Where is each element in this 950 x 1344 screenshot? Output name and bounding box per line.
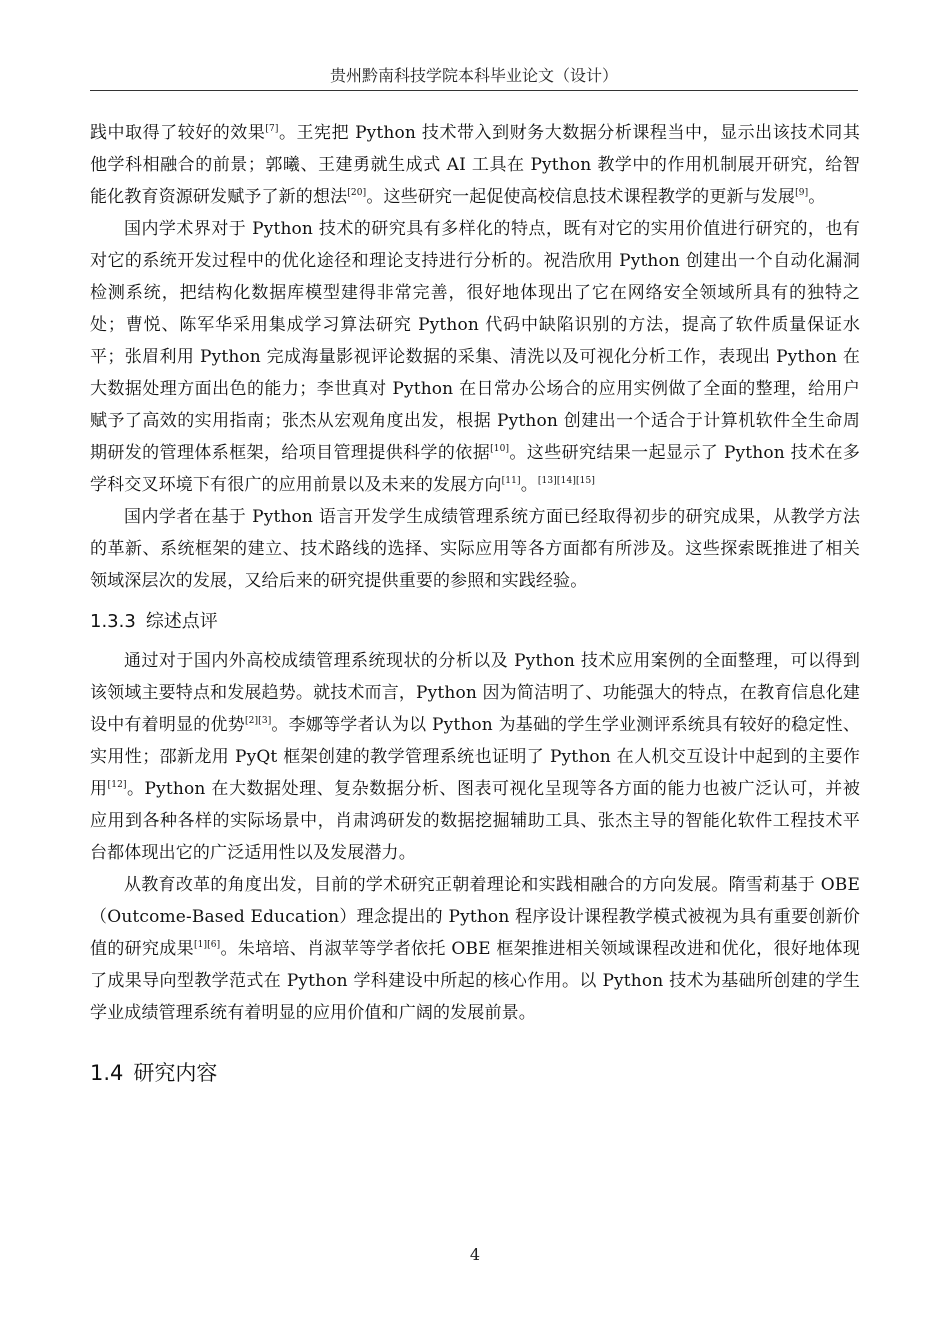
citation-ref: [1][6] <box>193 940 221 950</box>
page-number: 4 <box>469 1245 481 1264</box>
citation-ref: [11] <box>501 476 521 486</box>
section-heading-1-4 <box>90 1055 860 1091</box>
paragraph: 国内学者在基于 Python 语言开发学生成绩管理系统方面已经取得初步的研究成果，从教学方法的革新、系统框架的建立、技术路线的选择、实际应用等各方面都有所涉及。这些探索既推进了相关领域深层次的发展，又给后来的研究提供重要的参照和实践经验。 <box>90 507 860 591</box>
header-rule <box>90 90 858 91</box>
section-title: 综述点评 <box>145 611 218 632</box>
citation-ref: [10] <box>490 444 510 454</box>
paragraph: 践中取得了较好的效果[7]。王宪把 Python 技术带入到财务大数据分析课程当中，显示出该技术同其他学科相融合的前景；郭曦、王建勇就生成式 AI 工具在 Python 教学中的作用机制展开研究，给智能化教育资源研发赋予了新的想法[20]。这些研究一起促使高校信息技术课程教学的更新与发展[9]。 <box>90 123 860 207</box>
citation-ref: [20] <box>347 188 367 198</box>
citation-ref: [9] <box>795 188 809 198</box>
document-body <box>90 117 860 1091</box>
section-number: 1.3.3 <box>90 611 136 632</box>
paragraph: 国内学术界对于 Python 技术的研究具有多样化的特点，既有对它的实用价值进行研究的，也有对它的系统开发过程中的优化途径和理论支持进行分析的。祝浩欣用 Python 创建出一个自动化漏洞检测系统，把结构化数据库模型建得非常完善，很好地体现出了它在网络安全领域所具有的独特之处；曹悦、陈军华采用集成学习算法研究 Python 代码中缺陷识别的方法，提高了软件质量保证水平；张眉利用 Python 完成海量影视评论数据的采集、清洗以及可视化分析工作，表现出 Python 在大数据处理方面出色的能力；李世真对 Python 在日常办公场合的应用实例做了全面的整理，给用户赋予了高效的实用指南；张杰从宏观角度出发，根据 Python 创建出一个适合于计算机软件全生命周期研发的管理体系框架，给项目管理提供科学的依据[10]。这些研究结果一起显示了 Python 技术在多学科交叉环境下有很广的应用前景以及未来的发展方向[11]。[13][14][15] <box>90 219 860 495</box>
citation-ref: [12] <box>107 780 127 790</box>
section-heading-1-3-3 <box>90 605 860 639</box>
section-title: 研究内容 <box>133 1061 218 1085</box>
section-number: 1.4 <box>90 1061 124 1085</box>
citation-ref: [13][14][15] <box>537 476 596 486</box>
citation-ref: [7] <box>265 124 279 134</box>
running-header: 贵州黔南科技学院本科毕业论文（设计） <box>329 66 618 85</box>
paragraph: 从教育改革的角度出发，目前的学术研究正朝着理论和实践相融合的方向发展。隋雪莉基于 OBE（Outcome-Based Education）理念提出的 Python 程序设计课程教学模式被视为具有重要创新价值的研究成果[1][6]。朱培培、肖淑苹等学者依托 OBE 框架推进相关领域课程改进和优化，很好地体现了成果导向型教学范式在 Python 学科建设中所起的核心作用。以 Python 技术为基础所创建的学生学业成绩管理系统有着明显的应用价值和广阔的发展前景。 <box>90 875 860 1023</box>
citation-ref: [2][3] <box>244 716 272 726</box>
paragraph: 通过对于国内外高校成绩管理系统现状的分析以及 Python 技术应用案例的全面整理，可以得到该领域主要特点和发展趋势。就技术而言，Python 因为简洁明了、功能强大的特点，在教育信息化建设中有着明显的优势[2][3]。李娜等学者认为以 Python 为基础的学生学业测评系统具有较好的稳定性、实用性；邵新龙用 PyQt 框架创建的教学管理系统也证明了 Python 在人机交互设计中起到的主要作用[12]。Python 在大数据处理、复杂数据分析、图表可视化呈现等各方面的能力也被广泛认可，并被应用到各种各样的实际场景中，肖肃鸿研发的数据挖掘辅助工具、张杰主导的智能化软件工程技术平台都体现出它的广泛适用性以及发展潜力。 <box>90 651 860 863</box>
